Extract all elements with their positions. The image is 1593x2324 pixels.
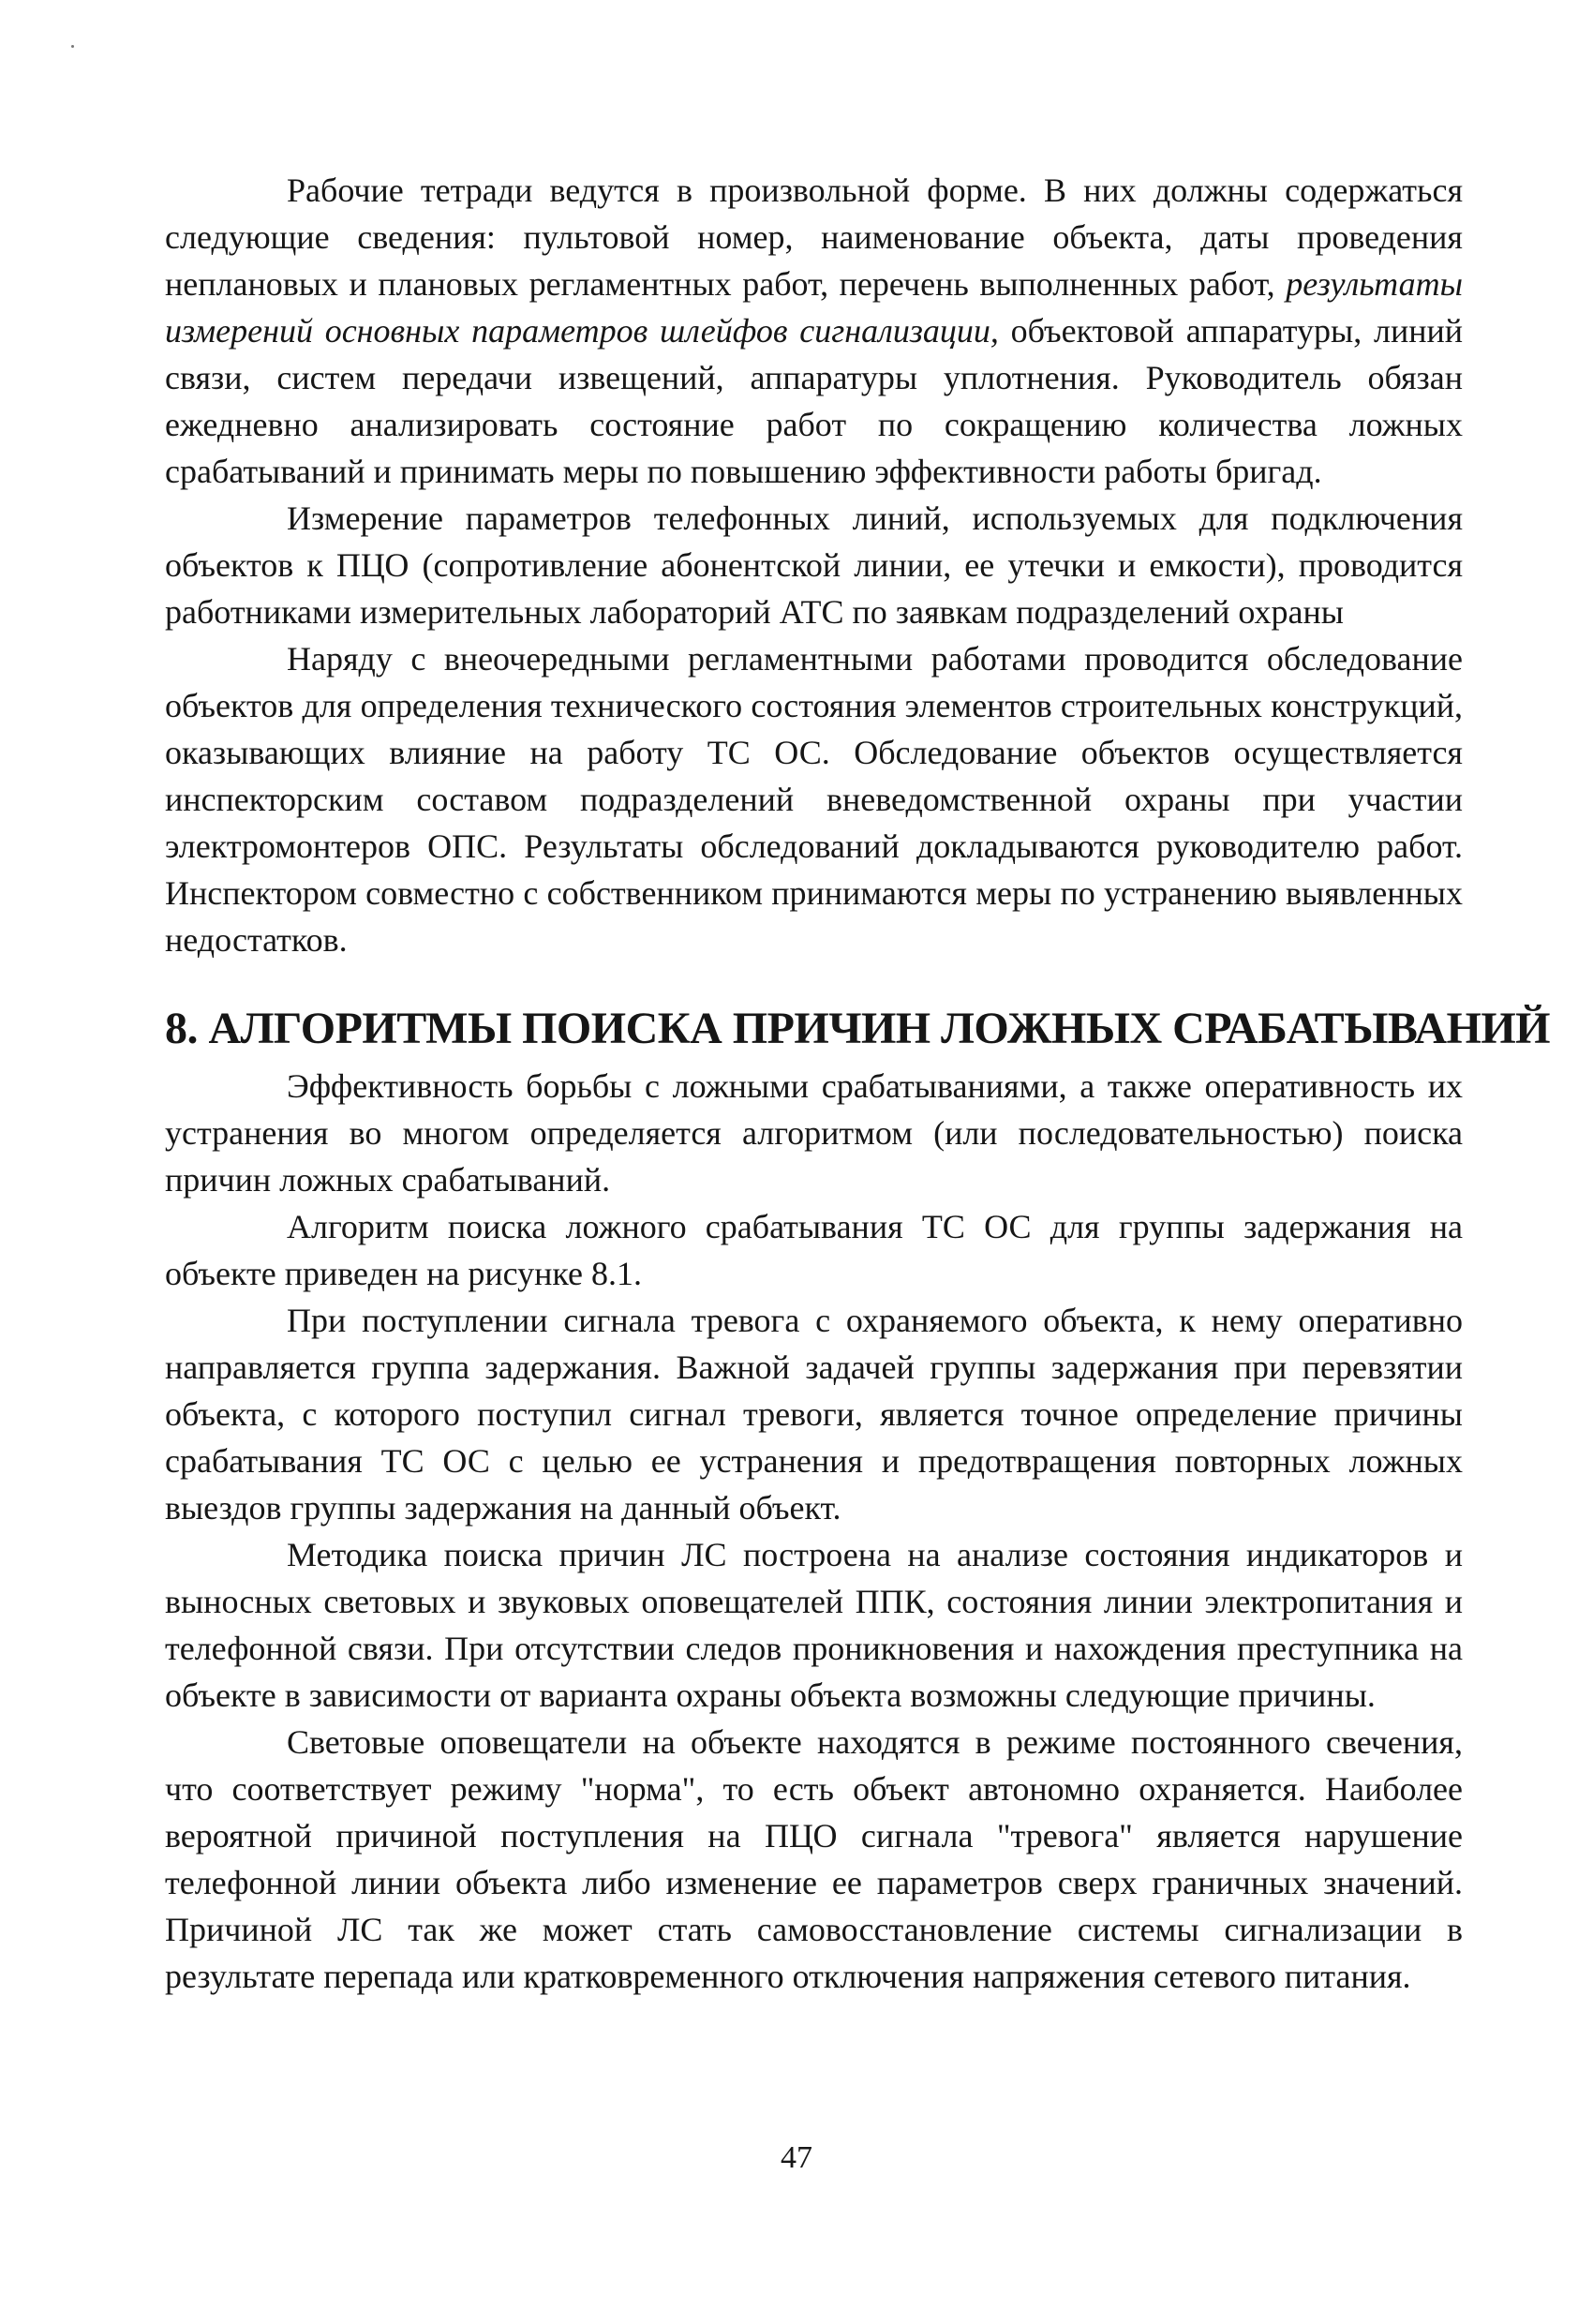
paragraph-workbooks-tail: объектовой аппаратуры, линий связи, систем передачи извещений, аппаратуры уплотнения. Руководитель обязан ежедневно анализировать состояние работ по сокращению количества ложных срабатываний и принимать меры по повышению эффективности работы бригад.	[165, 312, 1464, 490]
paragraph-light-indicators: Световые оповещатели на объекте находятся в режиме постоянного свечения, что соответствует режиму "норма", то есть объект автономно охраняется. Наиболее вероятной причиной поступления на ПЦО сигнала "тревога" является нарушение телефонной линии объекта либо изменение ее параметров сверх граничных значений. Причиной ЛС так же может стать самовосстановление системы сигнализации в результате перепада или кратковременного отключения напряжения сетевого питания.	[165, 1723, 1463, 1995]
section-heading: 8. АЛГОРИТМЫ ПОИСКА ПРИЧИН ЛОЖНЫХ СРАБАТЫВАНИЙ	[165, 1004, 1550, 1053]
document-page	[165, 167, 1550, 2000]
paragraph-workbooks	[165, 167, 1463, 495]
paragraph-alarm-signal: При поступлении сигнала тревога с охраняемого объекта, к нему оперативно направляется группа задержания. Важной задачей группы задержания при перевзятии объекта, с которого поступил сигнал тревоги, является точное определение причины срабатывания ТС ОС с целью ее устранения и предотвращения повторных ложных выездов группы задержания на данный объект.	[165, 1302, 1463, 1527]
paragraph-efficiency: Эффективность борьбы с ложными срабатываниями, а также оперативность их устранения во многом определяется алгоритмом (или последовательностью) поиска причин ложных срабатываний.	[165, 1067, 1463, 1199]
paragraph-line-measurement: Измерение параметров телефонных линий, используемых для подключения объектов к ПЦО (сопротивление абонентской линии, ее утечки и емкости), проводится работниками измерительных лабораторий АТС по заявкам подразделений охраны	[165, 499, 1463, 631]
paragraph-workbooks-italic: результаты измерений основных параметров шлейфов сигнализации,	[165, 265, 1463, 350]
page-number: 47	[781, 2140, 812, 2175]
paragraph-method: Методика поиска причин ЛС построена на анализе состояния индикаторов и выносных световых и звуковых оповещателей ППК, состояния линии электропитания и телефонной связи. При отсутствии следов проникновения и нахождения преступника на объекте в зависимости от варианта охраны объекта возможны следующие причины.	[165, 1536, 1463, 1714]
paragraph-workbooks-lead: Рабочие тетради ведутся в произвольной форме. В них должны содержаться следующие сведения: пультовой номер, наименование объекта, даты проведения неплановых и плановых регламентных работ, перечень выполненных работ,	[165, 171, 1463, 303]
paragraph-inspection: Наряду с внеочередными регламентными работами проводится обследование объектов для определения технического состояния элементов строительных конструкций, оказывающих влияние на работу ТС ОС. Обследование объектов осуществляется инспекторским составом подразделений вневедомственной охраны при участии электромонтеров ОПС. Результаты обследований докладываются руководителю работ. Инспектором совместно с собственником принимаются меры по устранению выявленных недостатков.	[165, 640, 1463, 959]
paragraph-algorithm: Алгоритм поиска ложного срабатывания ТС ОС для группы задержания на объекте приведен на рисунке 8.1.	[165, 1208, 1463, 1292]
scan-speck	[71, 45, 74, 48]
